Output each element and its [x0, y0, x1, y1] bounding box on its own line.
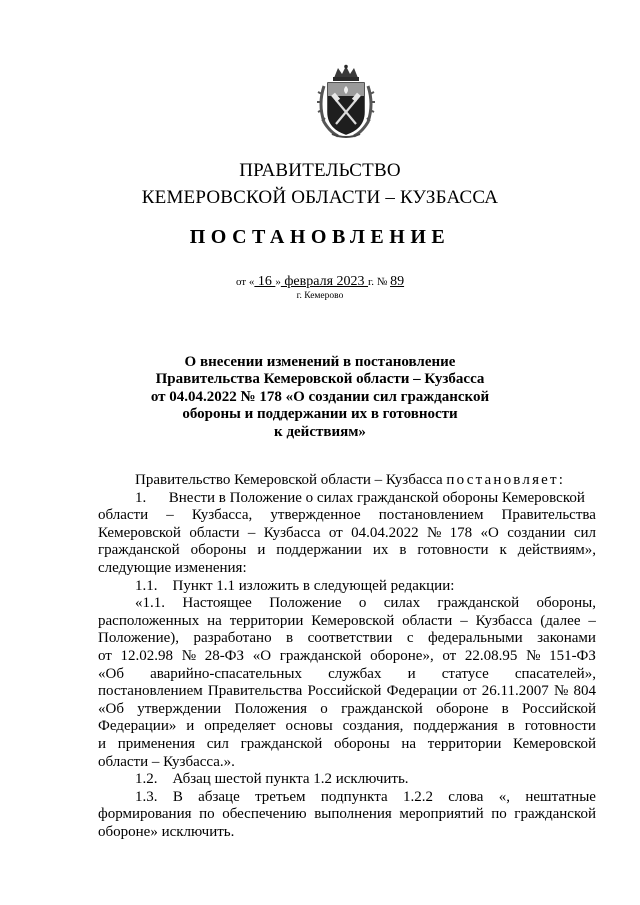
intro-line [98, 472, 596, 490]
paragraph-1-line [98, 542, 596, 560]
word: области [402, 612, 453, 629]
word: по [199, 806, 215, 823]
word: 178 [449, 524, 473, 541]
word: 1.2.2 [402, 788, 433, 805]
word: создании [507, 524, 566, 541]
kuzbass-coat-of-arms-icon [316, 64, 376, 140]
word: Кемеровской [311, 612, 395, 629]
word: и [186, 718, 195, 735]
word: Федерации [386, 683, 458, 700]
quoted-text-line [98, 648, 596, 666]
date-month-year: февраля 2023 [280, 274, 369, 289]
word: – [247, 524, 256, 541]
word: от [442, 647, 457, 664]
date-day: 16 [254, 274, 276, 289]
word: федеральными [427, 630, 523, 647]
word: Положение [269, 595, 342, 612]
word: гражданской [514, 806, 596, 823]
word: готовности [524, 718, 596, 735]
word: законами [537, 630, 596, 647]
word: обороны, [536, 595, 596, 612]
word: № [553, 683, 569, 700]
subparagraph-1-2: 1.2. Абзац шестой пункта 1.2 исключить. [135, 771, 409, 788]
title-line: О внесении изменений в постановление [184, 354, 456, 370]
word: 28-ФЗ [204, 647, 245, 664]
word: территории [427, 735, 502, 752]
word: 804 [573, 683, 596, 700]
quoted-text-line [98, 701, 596, 719]
government-name-line1: ПРАВИТЕЛЬСТВО [239, 160, 401, 181]
intro-text: Правительство Кемеровской области – Кузбасса [135, 472, 447, 488]
paragraph-1-line [98, 525, 596, 543]
word: формирования [98, 806, 192, 823]
title-line: Правительства Кемеровской области – Кузбасса [155, 371, 485, 388]
intro-decree-word: постановляет: [446, 472, 566, 488]
word: № [526, 647, 541, 664]
word: Кузбасса, [191, 507, 253, 524]
word: в [286, 630, 294, 647]
word: в [507, 718, 515, 735]
quoted-text-line [98, 683, 596, 701]
word: службах [328, 665, 382, 682]
word: – [460, 612, 468, 629]
word: расположенных [98, 612, 200, 629]
document-number: 89 [390, 274, 405, 289]
word: В [172, 788, 183, 805]
word: области [189, 524, 240, 541]
word: от [462, 683, 477, 700]
word: силах [383, 595, 421, 612]
word: Настоящее [182, 595, 252, 612]
word: обеспечению [222, 806, 307, 823]
word: спасателей», [514, 665, 596, 682]
word: (далее [540, 612, 581, 629]
word: определяет [204, 718, 276, 735]
title-line: от 04.04.2022 № 178 «О создании сил гражданской [150, 388, 490, 405]
date-number-line [0, 274, 640, 290]
word: выполнения [314, 806, 392, 823]
word: применения [117, 735, 196, 752]
word: территории [229, 612, 304, 629]
subparagraph-1-3-line: обороне» исключить. [98, 823, 235, 840]
title-line: к действиям» [274, 423, 366, 440]
word: от [328, 524, 343, 541]
word: разработано [193, 630, 272, 647]
word: Кузбасса [475, 612, 533, 629]
word: гражданской [279, 647, 362, 664]
word: обороне», [370, 647, 434, 664]
word: третьем [255, 788, 306, 805]
word: Положение), [98, 630, 180, 647]
word: № [181, 647, 197, 664]
paragraph-1-line [98, 507, 596, 525]
word: «Об [98, 700, 124, 717]
quoted-text-line [98, 613, 596, 631]
word: 26.11.2007 [481, 683, 549, 700]
word: и [257, 542, 266, 559]
word: сил [206, 735, 229, 752]
word: обороне [436, 700, 489, 717]
word: сил [573, 524, 596, 541]
word: области [98, 507, 149, 524]
word: обороны [333, 735, 390, 752]
subparagraph-1-3-line [98, 806, 596, 824]
document-body [98, 472, 596, 841]
word: гражданской [240, 735, 323, 752]
word: – [166, 507, 174, 524]
word: и [407, 665, 416, 682]
word: постановлением [378, 507, 484, 524]
city-label: г. Кемерово [296, 291, 344, 301]
word: статусе [441, 665, 489, 682]
word: Федерации» [98, 718, 177, 735]
word: утверждении [137, 700, 222, 717]
word: поддержании [276, 542, 362, 559]
word: гражданской [98, 542, 180, 559]
word: абзаце [198, 788, 240, 805]
word: аварийно-спасательных [150, 665, 302, 682]
word: готовности [417, 542, 489, 559]
word: на [401, 735, 417, 752]
word: действиям», [517, 542, 596, 559]
word: Правительства [501, 507, 596, 524]
word: № [426, 524, 442, 541]
document-type-heading: ПОСТАНОВЛЕНИЕ [189, 226, 451, 248]
word: в [399, 542, 407, 559]
word: создания, [342, 718, 404, 735]
paragraph-1-line: следующие изменения: [98, 559, 247, 576]
quoted-text-line [98, 630, 596, 648]
word: 1.3. [135, 788, 158, 805]
word: и [98, 735, 107, 752]
word: к [499, 542, 507, 559]
word: Российской [307, 683, 382, 700]
word: с [406, 630, 414, 647]
word: гражданской [437, 595, 520, 612]
date-close-quote: » [275, 276, 281, 288]
word: Кемеровской [513, 735, 596, 752]
number-prefix: № [374, 276, 391, 288]
word: о [320, 700, 328, 717]
date-prefix: от « [235, 276, 255, 288]
word: в [501, 700, 509, 717]
word: Российской [522, 700, 596, 717]
word: постановлением [98, 683, 203, 700]
title-line: обороны и поддержании их в готовности [182, 406, 458, 423]
word: «1.1. [135, 595, 165, 612]
quoted-text-line [98, 595, 596, 613]
word: 22.08.95 [464, 647, 518, 664]
word: обороны [190, 542, 247, 559]
word: подпункта [320, 788, 388, 805]
document-title [150, 354, 490, 441]
word: по [491, 806, 507, 823]
word: от [98, 647, 112, 664]
word: Положения [234, 700, 308, 717]
word: соответствии [307, 630, 393, 647]
word: 12.02.98 [120, 647, 174, 664]
paragraph-1-line: 1. Внести в Положение о силах гражданской обороны Кемеровской [135, 489, 585, 506]
quoted-text-line: области – Кузбасса.». [98, 753, 235, 770]
word: о [358, 595, 367, 612]
word: основы [285, 718, 333, 735]
word: Кузбасса [263, 524, 321, 541]
subparagraph-1-3-line [98, 789, 596, 807]
word: – [588, 612, 596, 629]
government-name-line2: КЕМЕРОВСКОЙ ОБЛАСТИ – КУЗБАССА [141, 187, 499, 208]
subparagraph-1-1: 1.1. Пункт 1.1 изложить в следующей редакции: [135, 577, 455, 594]
word: Правительства [207, 683, 303, 700]
word: «О [480, 524, 499, 541]
word: 151-ФЗ [549, 647, 596, 664]
word: поддержания [413, 718, 498, 735]
quoted-text-line [98, 718, 596, 736]
date-g-suffix: г. [368, 276, 375, 288]
word: «Об [98, 665, 124, 682]
word: 04.04.2022 [351, 524, 419, 541]
word: нештатные [525, 788, 596, 805]
quoted-text-line [98, 736, 596, 754]
word: Кемеровской [98, 524, 181, 541]
word: на [207, 612, 222, 629]
word: «О [252, 647, 272, 664]
word: мероприятий [399, 806, 484, 823]
word: «, [498, 788, 511, 805]
word: гражданской [341, 700, 423, 717]
word: слова [448, 788, 484, 805]
word: их [372, 542, 389, 559]
quoted-text-line [98, 666, 596, 684]
word: утвержденное [270, 507, 361, 524]
